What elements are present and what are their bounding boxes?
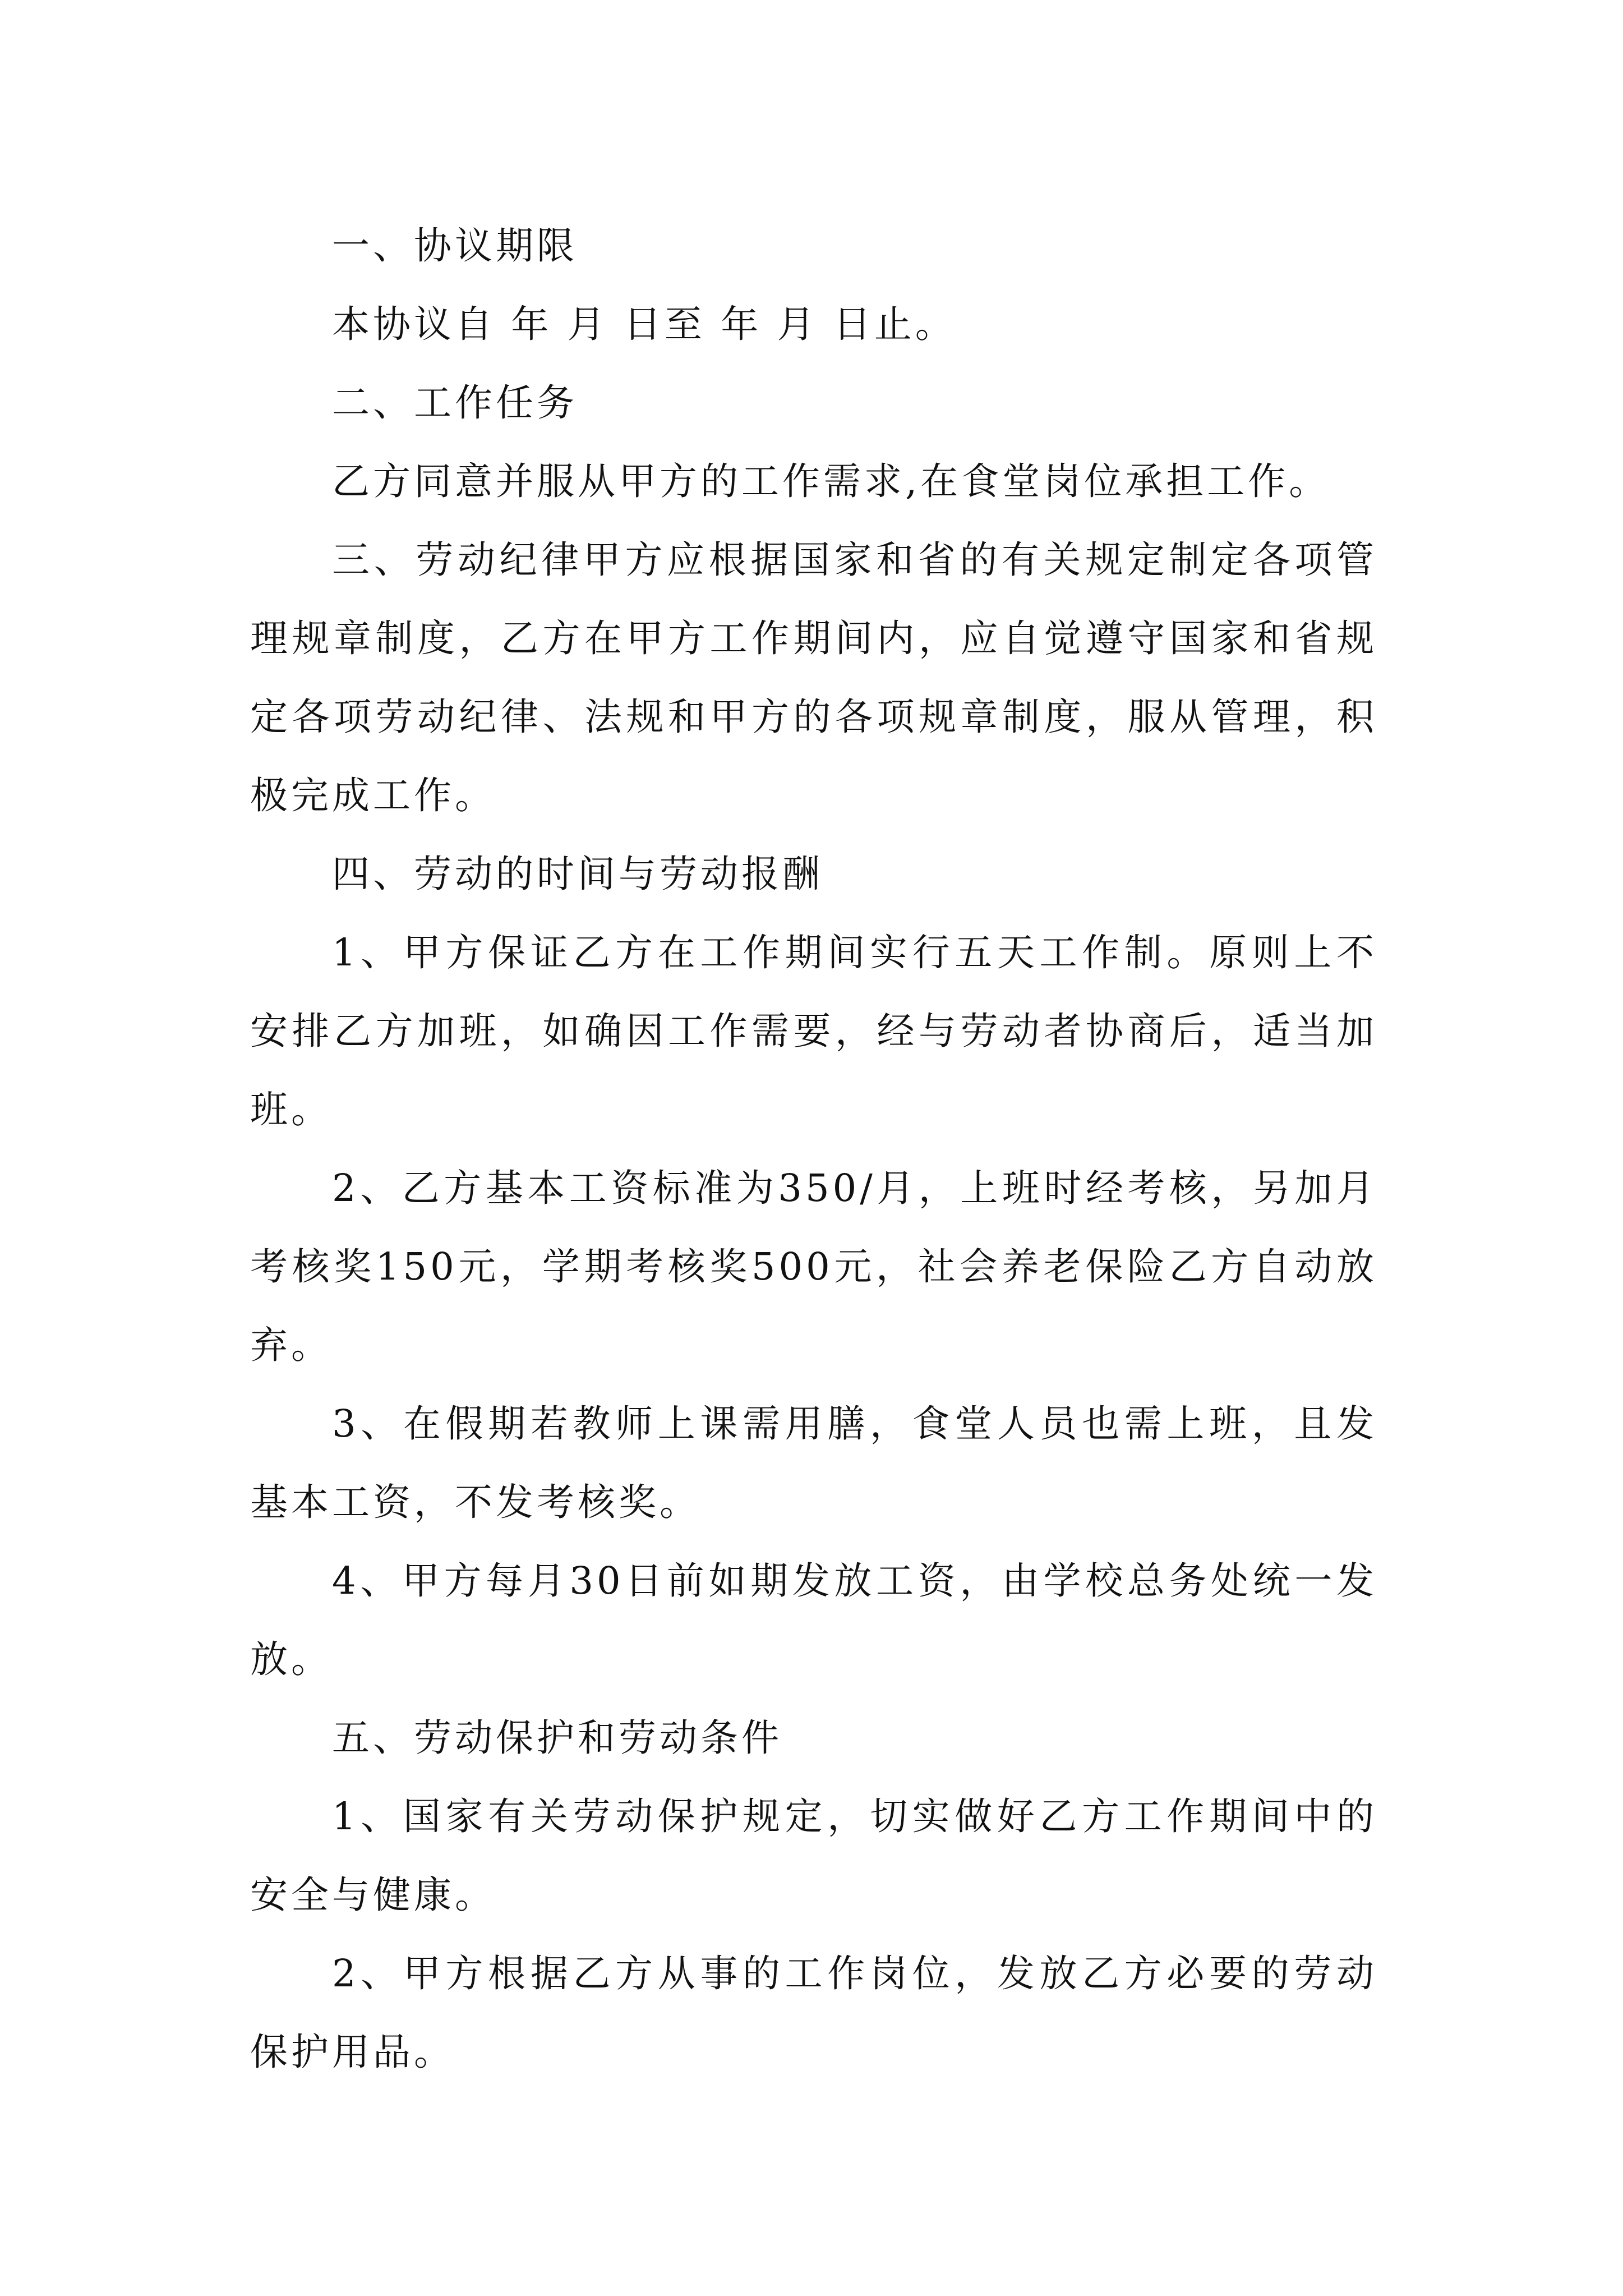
section-heading-term: 一、协议期限	[332, 224, 578, 268]
paragraph-holiday: 3、在假期若教师上课需用膳，食堂人员也需上班，且发基本工资，不发考核奖。	[250, 1402, 1377, 1524]
paragraph-work-schedule: 1、甲方保证乙方在工作期间实行五天工作制。原则上不安排乙方加班，如确因工作需要，经与劳动者协商后，适当加班。	[250, 931, 1377, 1131]
paragraph-term-dates: 本协议自 年 月 日至 年 月 日止。	[332, 302, 956, 346]
paragraph-payday: 4、甲方每月30日前如期发放工资，由学校总务处统一发放。	[250, 1559, 1377, 1681]
section-heading-protection: 五、劳动保护和劳动条件	[332, 1716, 782, 1760]
paragraph-discipline: 三、劳动纪律甲方应根据国家和省的有关规定制定各项管理规章制度，乙方在甲方工作期间内，应自觉遵守国家和省规定各项劳动纪律、法规和甲方的各项规章制度，服从管理，积极完成工作。	[250, 538, 1377, 817]
paragraph-salary: 2、乙方基本工资标准为350/月，上班时经考核，另加月考核奖150元，学期考核奖500元，社会养老保险乙方自动放弃。	[250, 1166, 1377, 1367]
section-heading-duties: 二、工作任务	[332, 381, 578, 425]
section-heading-time-pay: 四、劳动的时间与劳动报酬	[332, 852, 823, 896]
document-body	[250, 206, 1377, 2091]
paragraph-protective-gear: 2、甲方根据乙方从事的工作岗位，发放乙方必要的劳动保护用品。	[250, 1952, 1377, 2074]
paragraph-duties: 乙方同意并服从甲方的工作需求,在食堂岗位承担工作。	[332, 459, 1330, 503]
paragraph-safety: 1、国家有关劳动保护规定，切实做好乙方工作期间中的安全与健康。	[250, 1795, 1377, 1917]
